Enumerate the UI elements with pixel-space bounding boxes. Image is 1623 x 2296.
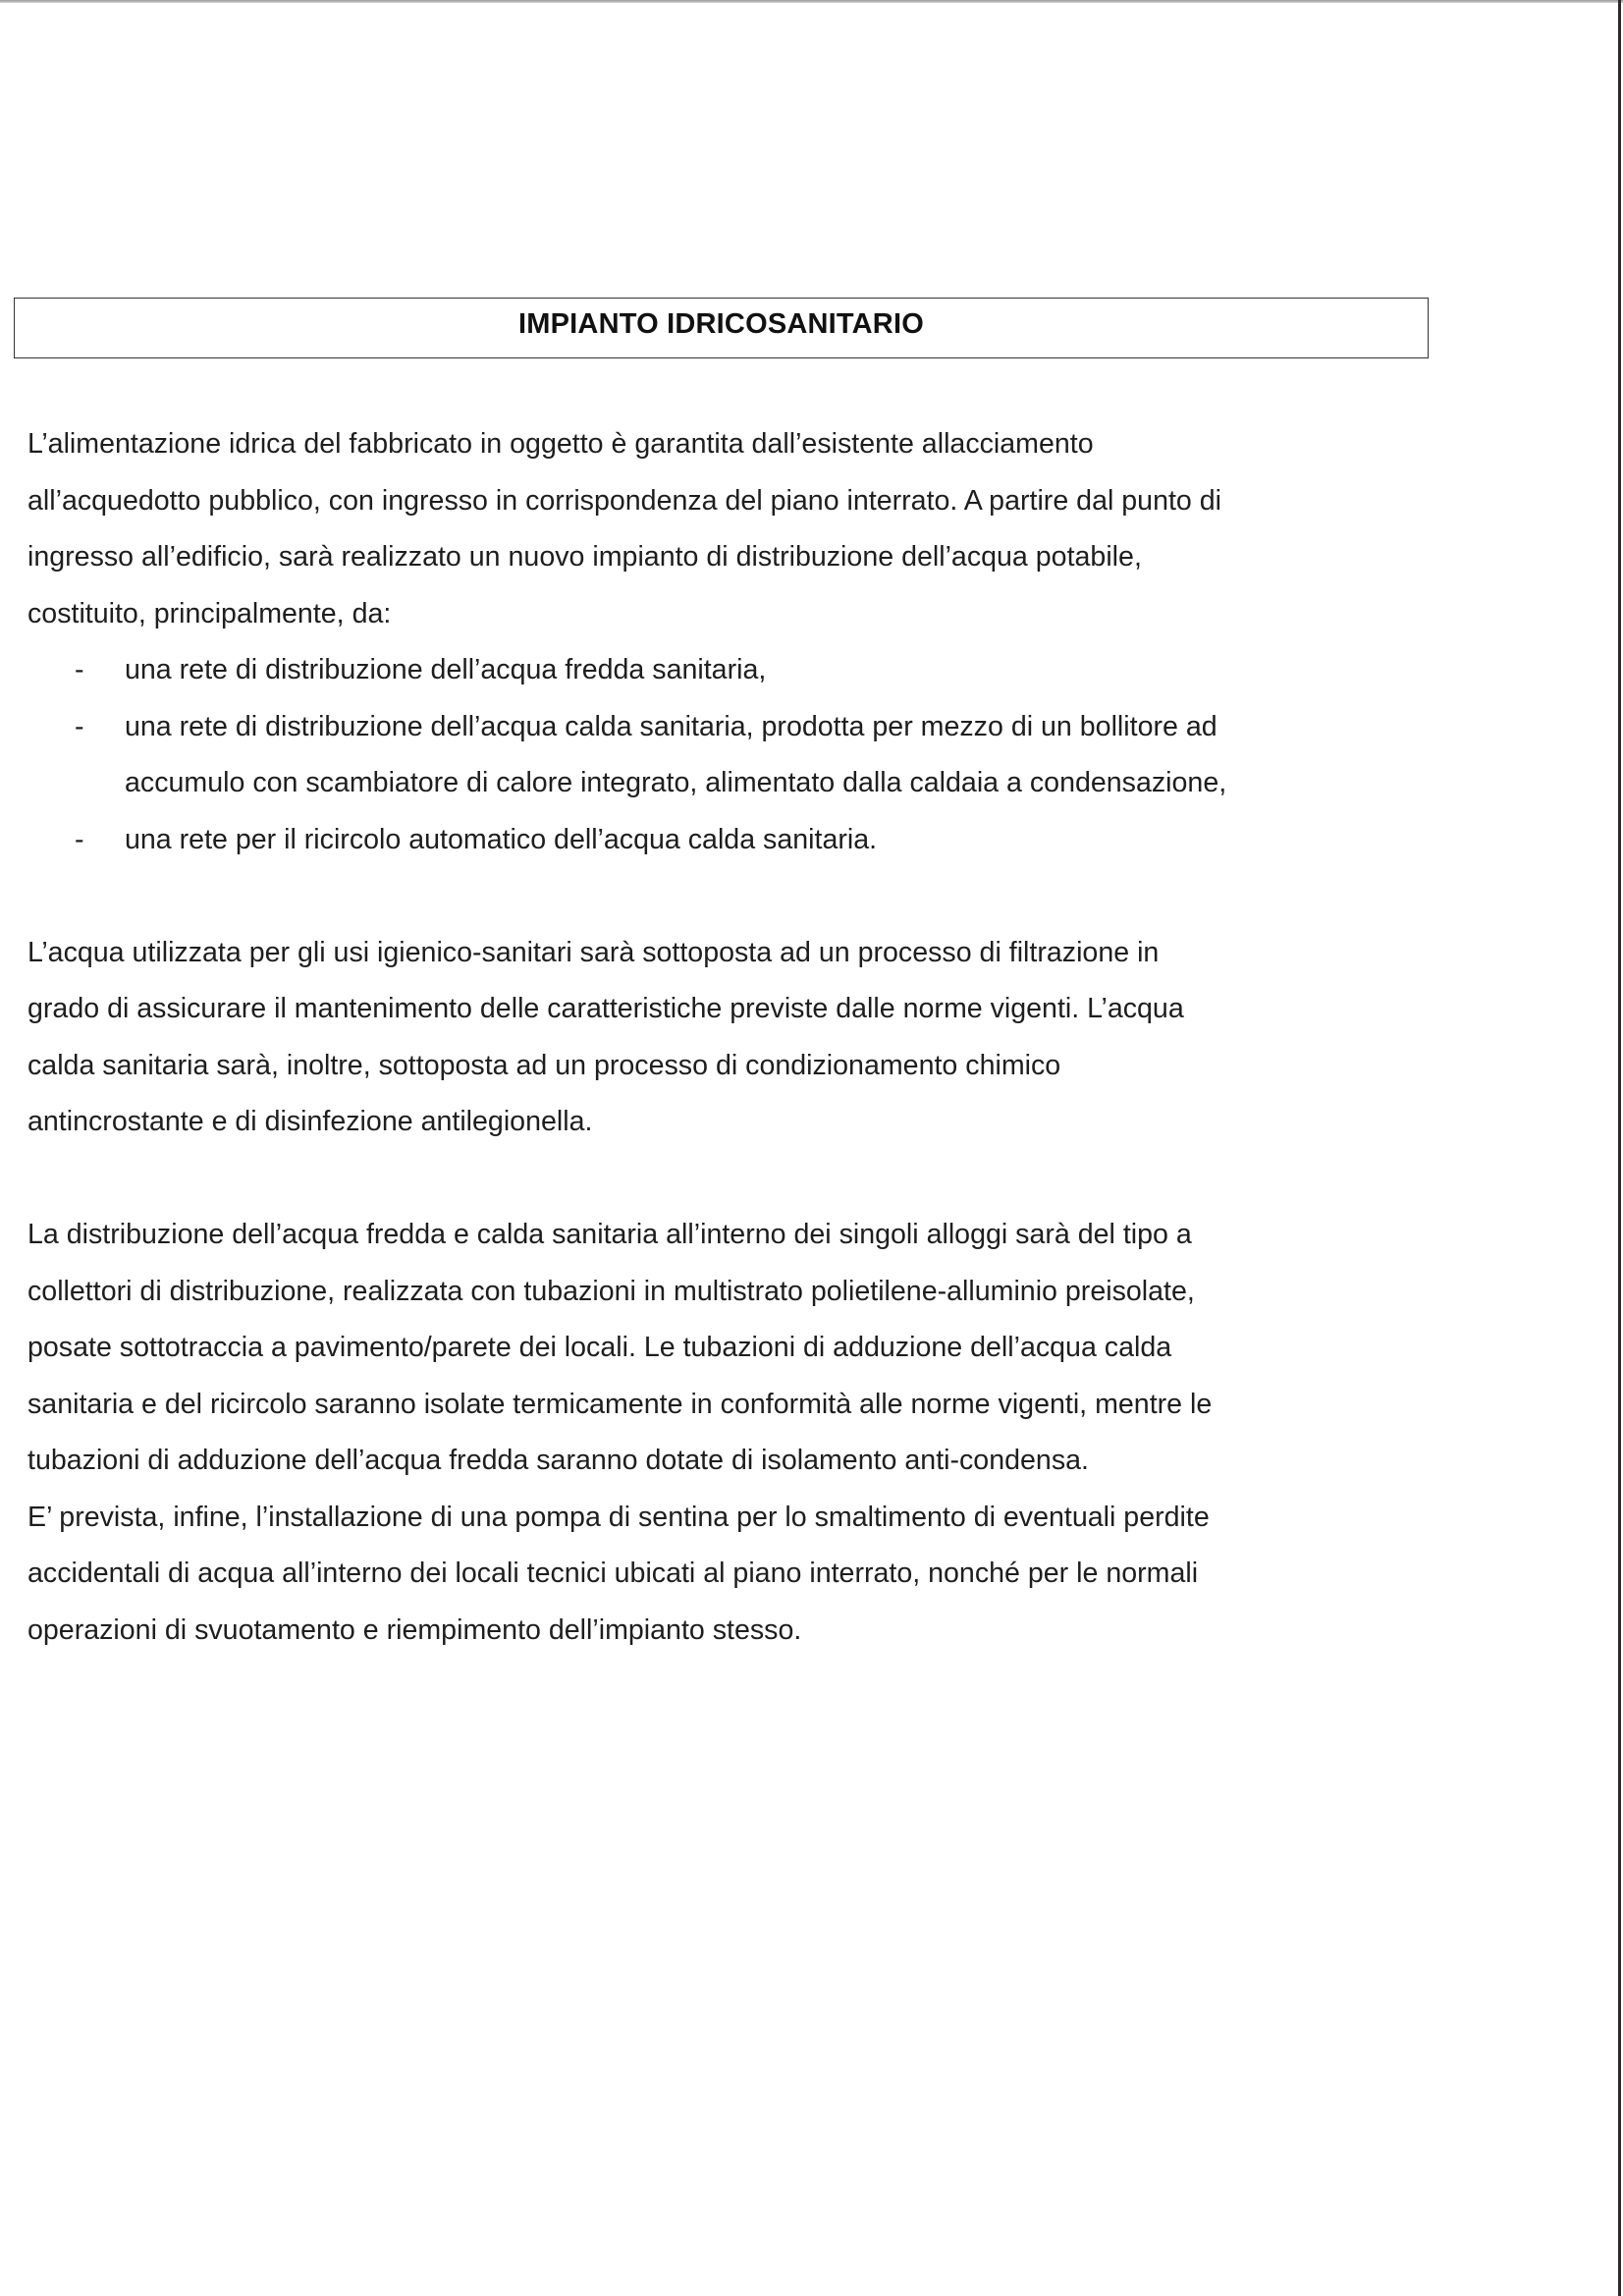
document-body [27, 416, 1441, 1659]
text-line: calda sanitaria sarà, inoltre, sottoposta ad un processo di condizionamento chimico [27, 1049, 1061, 1081]
list-item-text: una rete di distribuzione dell’acqua calda sanitaria, prodotta per mezzo di un bollitore ad [125, 710, 1217, 742]
text-line: posate sottotraccia a pavimento/parete dei locali. Le tubazioni di adduzione dell’acqua calda [27, 1332, 1172, 1363]
list-item-text: una rete per il ricircolo automatico dell’acqua calda sanitaria. [125, 823, 878, 855]
paragraph-distribuzione-alloggi [27, 1207, 1441, 1490]
paragraph-alimentazione [27, 416, 1441, 642]
list-item-text: accumulo con scambiatore di calore integrato, alimentato dalla caldaia a condensazione, [125, 767, 1227, 798]
text-line: all’acquedotto pubblico, con ingresso in corrispondenza del piano interrato. A partire dal punto di [27, 484, 1222, 517]
text-line: operazioni di svuotamento e riempimento dell’impianto stesso. [27, 1613, 802, 1646]
list-item [27, 699, 1441, 812]
list-item-text: una rete di distribuzione dell’acqua fredda sanitaria, [125, 654, 767, 685]
text-line: ingresso all’edificio, sarà realizzato un nuovo impianto di distribuzione dell’acqua potabile, [27, 541, 1142, 573]
text-line: L’alimentazione idrica del fabbricato in oggetto è garantita dall’esistente allacciamento [27, 428, 1094, 460]
section-title-box [14, 298, 1429, 358]
text-line: E’ prevista, infine, l’installazione di una pompa di sentina per lo smaltimento di eventuali perdite [27, 1501, 1210, 1533]
text-line: collettori di distribuzione, realizzata con tubazioni in multistrato polietilene-alluminio preisolate, [27, 1275, 1195, 1307]
text-line: La distribuzione dell’acqua fredda e calda sanitaria all’interno dei singoli alloggi sarà del tipo a [27, 1219, 1192, 1250]
scan-top-edge [0, 0, 1623, 3]
bullet-dash: - [75, 654, 84, 685]
text-line: costituito, principalmente, da: [27, 597, 392, 629]
text-line: tubazioni di adduzione dell’acqua fredda saranno dotate di isolamento anti-condensa. [27, 1445, 1089, 1476]
list-item [27, 642, 1441, 699]
bullet-dash: - [75, 710, 84, 742]
bullet-dash: - [75, 823, 84, 855]
distribution-network-list [27, 642, 1441, 868]
list-item [27, 812, 1441, 869]
paragraph-pompa-sentina [27, 1490, 1441, 1660]
paragraph-spacer [27, 868, 1441, 925]
text-line: grado di assicurare il mantenimento delle caratteristiche previste dalle norme vigenti. L’acqua [27, 993, 1184, 1024]
text-line: sanitaria e del ricircolo saranno isolate termicamente in conformità alle norme vigenti, mentre le [27, 1388, 1213, 1420]
text-line: accidentali di acqua all’interno dei locali tecnici ubicati al piano interrato, nonché per le normali [27, 1558, 1199, 1589]
text-line: antincrostante e di disinfezione antilegionella. [27, 1106, 593, 1137]
text-line: L’acqua utilizzata per gli usi igienico-sanitari sarà sottoposta ad un processo di filtrazione in [27, 936, 1160, 968]
scan-right-edge [1618, 0, 1621, 2296]
section-title: IMPIANTO IDRICOSANITARIO [518, 307, 924, 340]
paragraph-spacer [27, 1151, 1441, 1208]
paragraph-filtrazione [27, 925, 1441, 1151]
